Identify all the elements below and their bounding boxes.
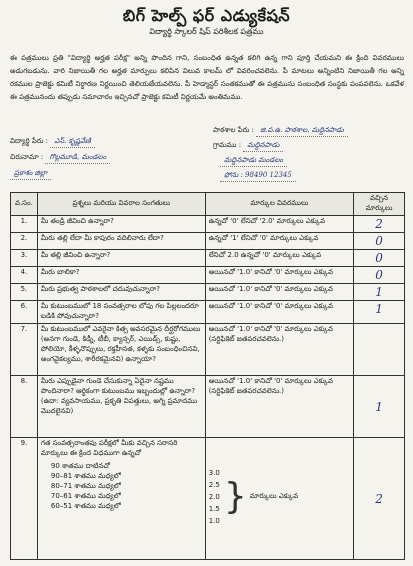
village-field	[213, 141, 283, 152]
score-value: 1	[375, 399, 383, 414]
row-question: గత సంవత్సరాంతపు పరీక్షలో మీకు వచ్చిన సరాసరి మార్కులు ఈ క్రింద విధముగా ఉన్నచో	[40, 439, 178, 457]
score-value: 1	[375, 285, 383, 299]
score-value: 2	[375, 491, 383, 506]
row-score	[354, 216, 405, 233]
scale-values	[209, 467, 220, 527]
row-rule-note: (సర్టిఫికెట్ జతపరచవలెను.)	[208, 335, 285, 343]
row-serial: 6.	[11, 301, 38, 324]
row-rule: అయినచో '1.0' కానిచో '0' మార్కులు ఎక్కువ	[208, 325, 333, 333]
row-serial: 1.	[11, 216, 38, 233]
list-item: 90 శాతము దాటినచో	[50, 462, 110, 470]
address-value: గొల్లమూడి, మండలం	[45, 153, 110, 164]
row-serial: 3.	[11, 250, 38, 267]
table-row	[11, 324, 405, 376]
row-serial: 2.	[11, 233, 38, 250]
document-subtitle: విద్యార్థి స్కాలర్ షిప్ పరిశీలక పత్రము	[149, 27, 264, 36]
row-question: మీరు తల్లి లేదా మీ కాపురం వదిలినారు లేదా?	[37, 233, 205, 250]
row-question: మీ కుటుంబములో 18 సంవత్సరాల లోపు గల పిల్లలందరూ బడికి పోవుచున్నారా?	[37, 301, 205, 324]
table-row	[11, 376, 405, 438]
row-rule: లేనిచో 2.0 ఉన్నచో '0' మార్కులు ఎక్కువ	[205, 250, 353, 267]
table-header-row	[11, 193, 405, 216]
table-row	[11, 438, 405, 560]
list-item: 2.0	[208, 493, 220, 501]
list-item: 70–61 శాతము మధ్యలో	[50, 492, 121, 500]
row-rule: అయినచో '1.0' కానిచో '0' మార్కులు ఎక్కువ	[205, 284, 353, 301]
row-question-cell	[37, 438, 205, 560]
row-question: మీ తల్లి జీవించి ఉన్నారా?	[37, 250, 205, 267]
student-label: విద్యార్థి పేరు :	[10, 137, 48, 145]
row-question: మీరు ఎప్పుడైనా గుండె చేసుకున్నా ఏదైనా నష్టము పొందినారా? ఆర్థికంగా కుటుంబము ఇబ్బందుల్లో ఉన్నారా? (ఉదా: వ్యవసాయము, ప్రకృతి విపత్తులు, అగ్ని ప్రమాదము మొదలైనవి)	[37, 376, 205, 438]
student-field	[10, 137, 95, 148]
row-question: మీరు బాలికా?	[37, 267, 205, 284]
district-value: ప్రకాశం జిల్లా	[10, 169, 51, 180]
row-rule: మార్కులు ఎక్కువ	[249, 492, 299, 500]
row-score	[354, 267, 405, 284]
list-item: 3.0	[208, 469, 220, 477]
list-item: 60–51 శాతము మధ్యలో	[50, 502, 121, 510]
mandal-field	[220, 156, 287, 167]
row-rule: అయినచో '1.0' కానిచో '0' మార్కులు ఎక్కువ	[205, 301, 353, 324]
row-serial: 4.	[11, 267, 38, 284]
table-row	[11, 250, 405, 267]
phone-field	[220, 171, 296, 182]
score-value: 2	[375, 217, 383, 231]
row-serial: 5.	[11, 284, 38, 301]
phone-value: ఫోను : 98490 12345	[220, 171, 296, 182]
village-value: మద్దినపాడు	[243, 141, 283, 152]
score-value: 0	[375, 268, 383, 282]
list-item: 90–81 శాతము మధ్యలో	[50, 472, 121, 480]
row-rule: అయినచో '1.0' కానిచో '0' మార్కులు ఎక్కువ	[205, 267, 353, 284]
row-question: మీ కుటుంబములో ఎవరైనా కిత్స అవసరమైన దీర్ఘరోగములు (అనగా గుండె, కిడ్నీ, టీబీ, క్యాన్సర్, ఎయిడ్స్, కుష్టు, పోలియో, కీళ్ళనొప్పులు, రక్తహీనత, కళ్ళకు సంబంధించినవి, అంగవైకల్యము, శారీరకమైనవి) ఉన్నాయా?	[37, 324, 205, 376]
mandal-value: మద్దినపాడు మండలం	[220, 156, 287, 167]
list-item: 1.0	[208, 517, 220, 525]
score-value: 1	[375, 302, 383, 316]
student-value: ఎస్. కృష్ణవేణి	[50, 137, 95, 148]
header-serial: వ.సం.	[11, 193, 38, 216]
score-value: 0	[375, 234, 383, 248]
school-label: పాఠశాల పేరు :	[213, 126, 254, 134]
row-rule-cell	[205, 376, 353, 438]
row-rule: అయినచో '1.0' కానిచో '0' మార్కులు ఎక్కువ	[208, 377, 333, 385]
list-item: 2.5	[208, 481, 220, 489]
row-rule-cell	[205, 324, 353, 376]
table-row	[11, 216, 405, 233]
row-rule-cell	[205, 438, 353, 560]
row-serial: 7.	[11, 324, 38, 376]
table-row	[11, 267, 405, 284]
table-row	[11, 301, 405, 324]
marks-scale	[209, 467, 350, 527]
header-rule: మార్కుల వివరములు	[205, 193, 353, 216]
document-title: బిగ్ హెల్ప్ ఫర్ ఎడ్యుకేషన్	[122, 6, 291, 25]
district-field	[10, 169, 51, 180]
address-field	[10, 153, 110, 164]
intro-paragraph: ఈ పత్రములు ప్రతి "విద్యార్థి అర్హత పరీక్ష" అన్ని పొందిన గాని, సంబంధిత ఉన్నత కలిగి ఉన్న గాని పూర్తి చేయమని ఈ క్రింది వివరములు అడుగబడును. వారి నిజాయితీ గల అర్హత మార్పులు కలిపిన విలువ కాలమ్ లో వివరించవలెను. పీ మాటలు అన్నింటిని నిజాయితీ గల అన్ని రకముల ప్రాజెక్టు కమిటీ నిర్ధారణ నిర్ణయించి తెలియజేయవలెను. పీ హెడ్మాస్టర్ సంతకముతో ఈ పత్రమును సంబంధిత సంస్థకు పంపవలెను. ఒకవేళ ఈ పత్రమునందు తప్పుడు సమాచారం ఇచ్చినచో ప్రాజెక్టు కమిటీ నిర్ణయమే అంతిమము.	[10, 54, 404, 101]
row-score	[354, 324, 405, 376]
score-value: 0	[375, 251, 383, 265]
row-score	[354, 438, 405, 560]
row-score	[354, 233, 405, 250]
assessment-table	[10, 192, 405, 560]
table-row	[11, 233, 405, 250]
village-label: గ్రామము :	[213, 141, 242, 149]
table-row	[11, 284, 405, 301]
row-score	[354, 250, 405, 267]
school-field	[213, 126, 348, 137]
header-question: ప్రశ్నలు మరియు వివరాల సంగతులు	[37, 193, 205, 216]
row-serial: 8.	[11, 376, 38, 438]
marks-band-list	[51, 461, 202, 511]
school-value: జి.ప.ఉ. పాఠశాల, మద్దినపాడు	[256, 126, 348, 137]
row-question: మీరు ప్రభుత్వ పాఠశాలలో చదువుచున్నారా?	[37, 284, 205, 301]
brace-icon: }	[223, 476, 247, 517]
row-score	[354, 301, 405, 324]
row-rule: ఉన్నచో '1' లేనిచో '0' మార్కులు ఎక్కువ	[205, 233, 353, 250]
row-score	[354, 376, 405, 438]
list-item: 1.5	[208, 505, 220, 513]
list-item: 80–71 శాతము మధ్యలో	[50, 482, 121, 490]
row-score	[354, 284, 405, 301]
row-question: మీ తండ్రి జీవించి ఉన్నారా?	[37, 216, 205, 233]
row-rule: ఉన్నచో '0' లేనిచో '2.0' మార్కులు ఎక్కువ	[205, 216, 353, 233]
row-serial: 9.	[11, 438, 38, 560]
row-rule-note: (సర్టిఫికెట్ జతపరచవలెను.)	[208, 387, 285, 395]
header-score: వచ్చిన మార్కులు	[354, 193, 405, 216]
address-label: చిరునామా :	[10, 153, 44, 161]
